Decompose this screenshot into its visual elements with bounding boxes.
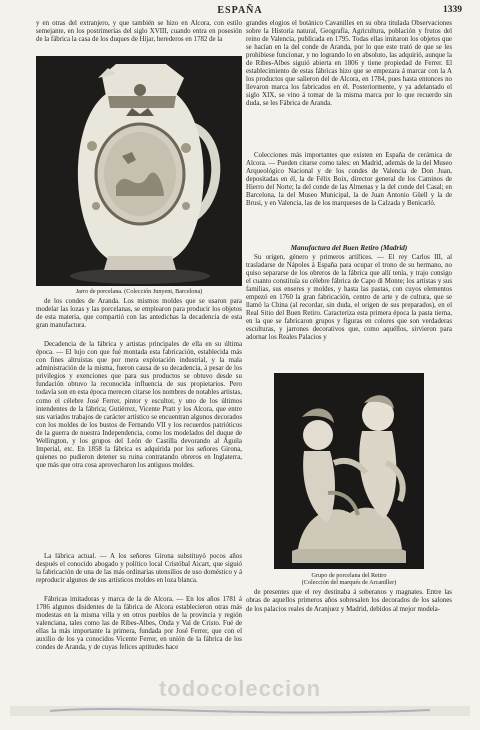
paragraph-origen-buen-retiro: Su origen, género y primeros artífices. — El rey Carlos III, al trasladarse de Nápoles á España para ocupar el trono de su hermano, no quiso separarse de los obreros de la fábrica que allí tenía, y trajo consigo el cuanto constituía su célebre fábrica de Capo di Monte; los artistas y sus familias, sus enseres y moldes, y hasta las pastas, con cuyos elementos empezó en 1760 la gran fabricación, centro de arte y de cultura, que se llamó la China (al recordar, sin duda, el origen de sus preparados), en el Real Sitio del Buen Retiro. Caracteriza esta primera época la pasta tierna, en la que se fabricaron grupos y figuras en colores que son verdaderas esculturas, y jarrones decorativos que, como aquéllos, sirvieron para adornar los Reales Palacios y xyxy=(246,254,452,342)
porcelain-group-photo xyxy=(274,373,424,569)
porcelain-jug-photo xyxy=(36,56,242,286)
group-figure-caption xyxy=(246,572,452,586)
porcelain-group-illustration xyxy=(274,373,424,569)
page-number: 1339 xyxy=(443,5,462,15)
paragraph-moldes: de los condes de Aranda. Los mismos moldes que se usaron para modelar las lozas y las porcelanas, se emplearon para producir los objetos de esta materia, que compartió con las antedichas la decadencia de esta gran manufactura. xyxy=(36,298,242,330)
paragraph-colecciones: Colecciones más importantes que existen en España de cerámica de Alcora. — Pueden citarse como tales: en Madrid, además de la del Museo Arqueológico Nacional y de los condes de Valencia de Don Juan, depositadas en él, la de Félix Boix, director general de los Caminos de Hierro del Norte; la del conde de las Almenas y la del conde del Casal; en Barcelona, la del Museo Municipal, la de Juan Antonio Güell y la de Brusi, y en Valencia, las de los marqueses de la Calzada y Benicarló. xyxy=(246,152,452,208)
porcelain-jug-illustration xyxy=(36,56,242,286)
jug-figure-caption: Jarro de porcelana. (Colección Junyent, Barcelona) xyxy=(75,288,203,295)
site-watermark: todocoleccion xyxy=(158,676,322,701)
running-title: ESPAÑA xyxy=(217,5,263,16)
left-column xyxy=(36,20,242,662)
right-column xyxy=(246,20,452,622)
group-caption-line1: Grupo de porcelana del Retiro xyxy=(311,572,387,579)
paragraph-decadencia: Decadencia de la fábrica y artistas principales de ella en su última época. — El lujo con que fué montada esta fabricación, establecida más con fines altruistas que por mera explotación industrial, y la mala administración de la misma, fueron causa de su decadencia, á pesar de los privilegios y exenciones que para sus productos se obtuvo desde su fundación obtuvo la reconocida influencia de sus propietarios. Pero todavía son en esta época merecen citarse los nombres de notables artistas, como el célebre José Ferrer, pintor y escultor, y uno de los últimos intendentes de la fábrica; Gutiérrez, Vicente Pratt y los Alcora, que entre sus variados trabajos de carácter artístico se encuentran algunos decorados con los moldes de los bustos de Fernando VII y los recuerdos patrióticos de la guerra de nuestra Independencia, como los modelados del duque de Wellington, y los grupos del León de Castilla devorando al Águila Imperial, etc. En 1858 la fábrica es adquirida por los señores Girona, quienes no pudieron detener su ruina contratando obreros en Inglaterra, que más que otra cosa aprovecharon los antiguos moldes. xyxy=(36,341,242,469)
left-intro-paragraph: y en otras del extranjero, y que también se hizo en Alcora, con estilo semejante, en los postrimerías del siglo XVIII, cuando entra en posesión de la fábrica la casa de los duques de Híjar, herederos en 1782 de la xyxy=(36,20,242,44)
group-caption-line2: (Colección del marqués de Arcaniller) xyxy=(301,579,397,587)
paragraph-cavanilles: grandes elogios el botánico Cavanilles en su obra titulada Observaciones sobre la Historia natural, Geografía, Agricultura, población y frutos del reino de Valencia, publicada en 1795. Todas ellas imitaron los objetos que se hacían en la del conde de Aranda, por lo que este trató de que se les prohibiese funcionar, y no logrando lo en absoluto, las adquirió, aunque la de Ribes-Albes siguió abierta en 1806 y tiene propiedad de Ferrer. El establecimiento de estas fábricas hizo que se empezara á marcar con la A los productos que salieron del de Alcora, en 1784, pues hasta entonces no llevaron marca los fabricados en él. Posteriormente, y ya adelantado el siglo XIX, se vino á tomar de la misma marca por lo que recuerdo sin duda, se les Fábrica de Aranda. xyxy=(246,20,452,108)
section-heading-buen-retiro: Manufactura del Buen Retiro (Madrid) xyxy=(290,244,408,252)
paragraph-fabricas-imitadoras: Fábricas imitadoras y marca de la de Alcora. — En los años 1781 á 1786 algunos disidentes de la fábrica de Alcora establecieron otras más modestas en la misma villa y en otros pueblos de la provincia y región valenciana, tales como las de Ribes-Albes, Onda y Val de Cristo. Fué de ellas la más importante la primera, fundada por José Ferrer, que con el auxilio de los ya conocidos Vicente Ferrer, en unión de la fábrica de los condes de Aranda, y de cuyas felices aptitudes hace xyxy=(36,596,242,652)
bottom-stamp-strip xyxy=(10,700,470,722)
paragraph-presentes: de presentes que el rey destinaba á soberanos y magnates. Entre las obras de aquellos primeros años sobresalen los decorados de los salones de los palacios reales de Aranjuez y Madrid, debidos al mejor modela- xyxy=(246,589,452,613)
paragraph-fabrica-actual: La fábrica actual. — A los señores Girona substituyó pocos años después el conocido abogado y político local Cristóbal Aicart, que siguió la fabricación de una de las más ordinarias utensilios de uso doméstico y á reproducir algunos de sus artísticos moldes en loza blanca. xyxy=(36,553,242,585)
